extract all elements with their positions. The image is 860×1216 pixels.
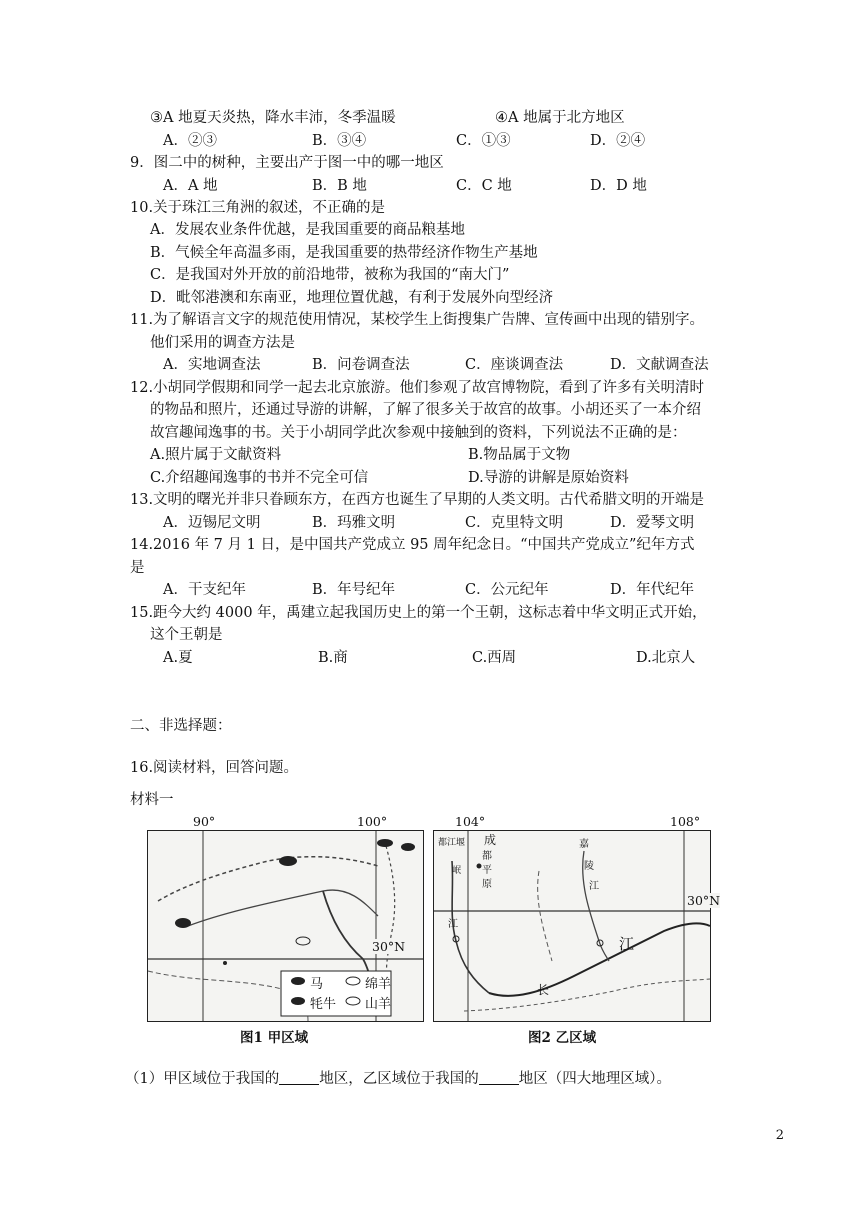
q12-stem-line2: 的物品和照片，还通过导游的讲解，了解了很多关于故宫的故事。小胡还买了一本介绍 — [150, 402, 701, 418]
map2-label-dujiangyan: 都江堰 — [438, 838, 466, 848]
q14-option-a: A．干支纪年 — [163, 582, 246, 598]
q16-material-label: 材料一 — [130, 792, 174, 808]
q12-option-a: A.照片属于文献资料 — [150, 447, 282, 463]
map2-lon-right: 108° — [670, 814, 701, 829]
q10-option-d: D．毗邻港澳和东南亚，地理位置优越，有利于发展外向型经济 — [150, 290, 554, 306]
map1-legend-sheep: 绵羊 — [365, 977, 392, 992]
q15-stem-line2: 这个王朝是 — [150, 627, 223, 643]
map2-lon-left: 104° — [455, 814, 486, 829]
q13-stem: 13.文明的曙光并非只眷顾东方，在西方也诞生了早期的人类文明。古代希腊文明的开端是 — [130, 492, 705, 508]
q12-option-b: B.物品属于文物 — [468, 447, 571, 463]
q11-stem-line1: 11.为了解语言文字的规范使用情况，某校学生上街搜集广告牌、宣传画中出现的错别字。 — [130, 312, 705, 328]
q16-stem: 16.阅读材料，回答问题。 — [130, 760, 299, 776]
map1-caption: 图1 甲区域 — [240, 1030, 309, 1046]
q14-option-b: B．年号纪年 — [312, 582, 396, 598]
map2-lat-label: 30°N — [687, 893, 721, 908]
q14-option-d: D．年代纪年 — [610, 582, 695, 598]
q16-part1-text-a: （1）甲区域位于我国的 — [125, 1071, 280, 1087]
q15-option-a: A.夏 — [163, 650, 193, 666]
q16-part1-text-c: 地区（四大地理区域）。 — [518, 1071, 671, 1087]
q13-option-b: B．玛雅文明 — [312, 515, 396, 531]
map2-label-ling: 陵 — [584, 861, 594, 872]
q11-stem-line2: 他们采用的调查方法是 — [150, 335, 295, 351]
map2-label-chang: 长 — [537, 983, 550, 997]
q11-option-c: C．座谈调查法 — [465, 357, 564, 373]
q15-stem-line1: 15.距今大约 4000 年，禹建立起我国历史上的第一个王朝，这标志着中华文明正式开始， — [130, 605, 707, 621]
map2-label-ping: 平 — [482, 865, 492, 876]
q9-option-d: D．D 地 — [590, 178, 647, 194]
q15-option-d: D.北京人 — [636, 650, 696, 666]
q12-stem-line3: 故宫趣闻逸事的书。关于小胡同学此次参观中接触到的资料，下列说法不正确的是： — [150, 425, 687, 441]
q13-option-d: D．爱琴文明 — [610, 515, 695, 531]
q16-blank-2[interactable] — [479, 1070, 519, 1085]
map2-label-yuan: 原 — [482, 879, 492, 890]
q11-option-b: B．问卷调查法 — [312, 357, 410, 373]
map1-legend-horse: 马 — [310, 977, 324, 992]
map1-frame — [147, 830, 424, 1022]
map2-label-jiang-min: 江 — [448, 919, 458, 930]
map1-lon-left: 90° — [193, 814, 216, 829]
q11-option-d: D．文献调查法 — [610, 357, 709, 373]
q14-stem-line1: 14.2016 年 7 月 1 日，是中国共产党成立 95 周年纪念日。“中国共产党成立”纪年方式 — [130, 537, 695, 553]
q14-stem-line2: 是 — [130, 560, 145, 576]
map2-label-jiang-changjiang: 江 — [619, 935, 635, 953]
map1-lat-label: 30°N — [372, 939, 406, 954]
map2-frame — [433, 830, 721, 1022]
q14-option-c: C．公元纪年 — [465, 582, 549, 598]
q9-stem: 9．图二中的树种，主要出产于图一中的哪一地区 — [130, 155, 444, 171]
q13-option-c: C．克里特文明 — [465, 515, 564, 531]
map2-label-cheng: 成 — [484, 833, 497, 847]
q10-stem: 10.关于珠江三角洲的叙述，不正确的是 — [130, 200, 386, 216]
q16-part1 — [125, 1069, 671, 1089]
q8-statement-3: ③A 地夏天炎热，降水丰沛，冬季温暖 — [150, 110, 396, 126]
q13-option-a: A．迈锡尼文明 — [163, 515, 261, 531]
q10-option-a: A．发展农业条件优越，是我国重要的商品粮基地 — [150, 222, 465, 238]
map1-legend-yak: 牦牛 — [310, 997, 337, 1012]
q9-option-c: C．C 地 — [456, 178, 512, 194]
q15-option-c: C.西周 — [472, 650, 517, 666]
map1-lon-right: 100° — [357, 814, 388, 829]
q10-option-b: B．气候全年高温多雨，是我国重要的热带经济作物生产基地 — [150, 245, 538, 261]
map2-label-jia: 嘉 — [579, 839, 589, 850]
map2-drawing — [434, 831, 710, 1021]
q8-option-d: D．②④ — [590, 133, 646, 149]
q9-option-b: B．B 地 — [312, 178, 367, 194]
q9-option-a: A．A 地 — [163, 178, 218, 194]
q16-part1-text-b: 地区，乙区域位于我国的 — [319, 1071, 479, 1087]
map1-legend-goat: 山羊 — [365, 997, 392, 1012]
q12-option-c: C.介绍趣闻逸事的书并不完全可信 — [150, 470, 369, 486]
q16-blank-1[interactable] — [279, 1070, 319, 1085]
map2-label-min: 岷 — [452, 866, 462, 876]
q15-option-b: B.商 — [318, 650, 348, 666]
q11-option-a: A．实地调查法 — [163, 357, 261, 373]
q12-stem-line1: 12.小胡同学假期和同学一起去北京旅游。他们参观了故宫博物院，看到了许多有关明清时 — [130, 380, 705, 396]
q8-option-c: C．①③ — [456, 133, 511, 149]
q12-option-d: D.导游的讲解是原始资料 — [468, 470, 629, 486]
q8-statement-4: ④A 地属于北方地区 — [495, 110, 625, 126]
page-number: 2 — [775, 1128, 784, 1143]
q8-option-b: B．③④ — [312, 133, 367, 149]
q8-option-a: A．②③ — [163, 133, 217, 149]
q10-option-c: C．是我国对外开放的前沿地带，被称为我国的“南大门” — [150, 267, 510, 283]
map2-caption: 图2 乙区域 — [528, 1030, 597, 1046]
section-2-heading: 二、非选择题： — [130, 718, 232, 734]
map2-label-du: 都 — [482, 851, 492, 862]
map2-label-jiang-jialing: 江 — [589, 881, 599, 892]
